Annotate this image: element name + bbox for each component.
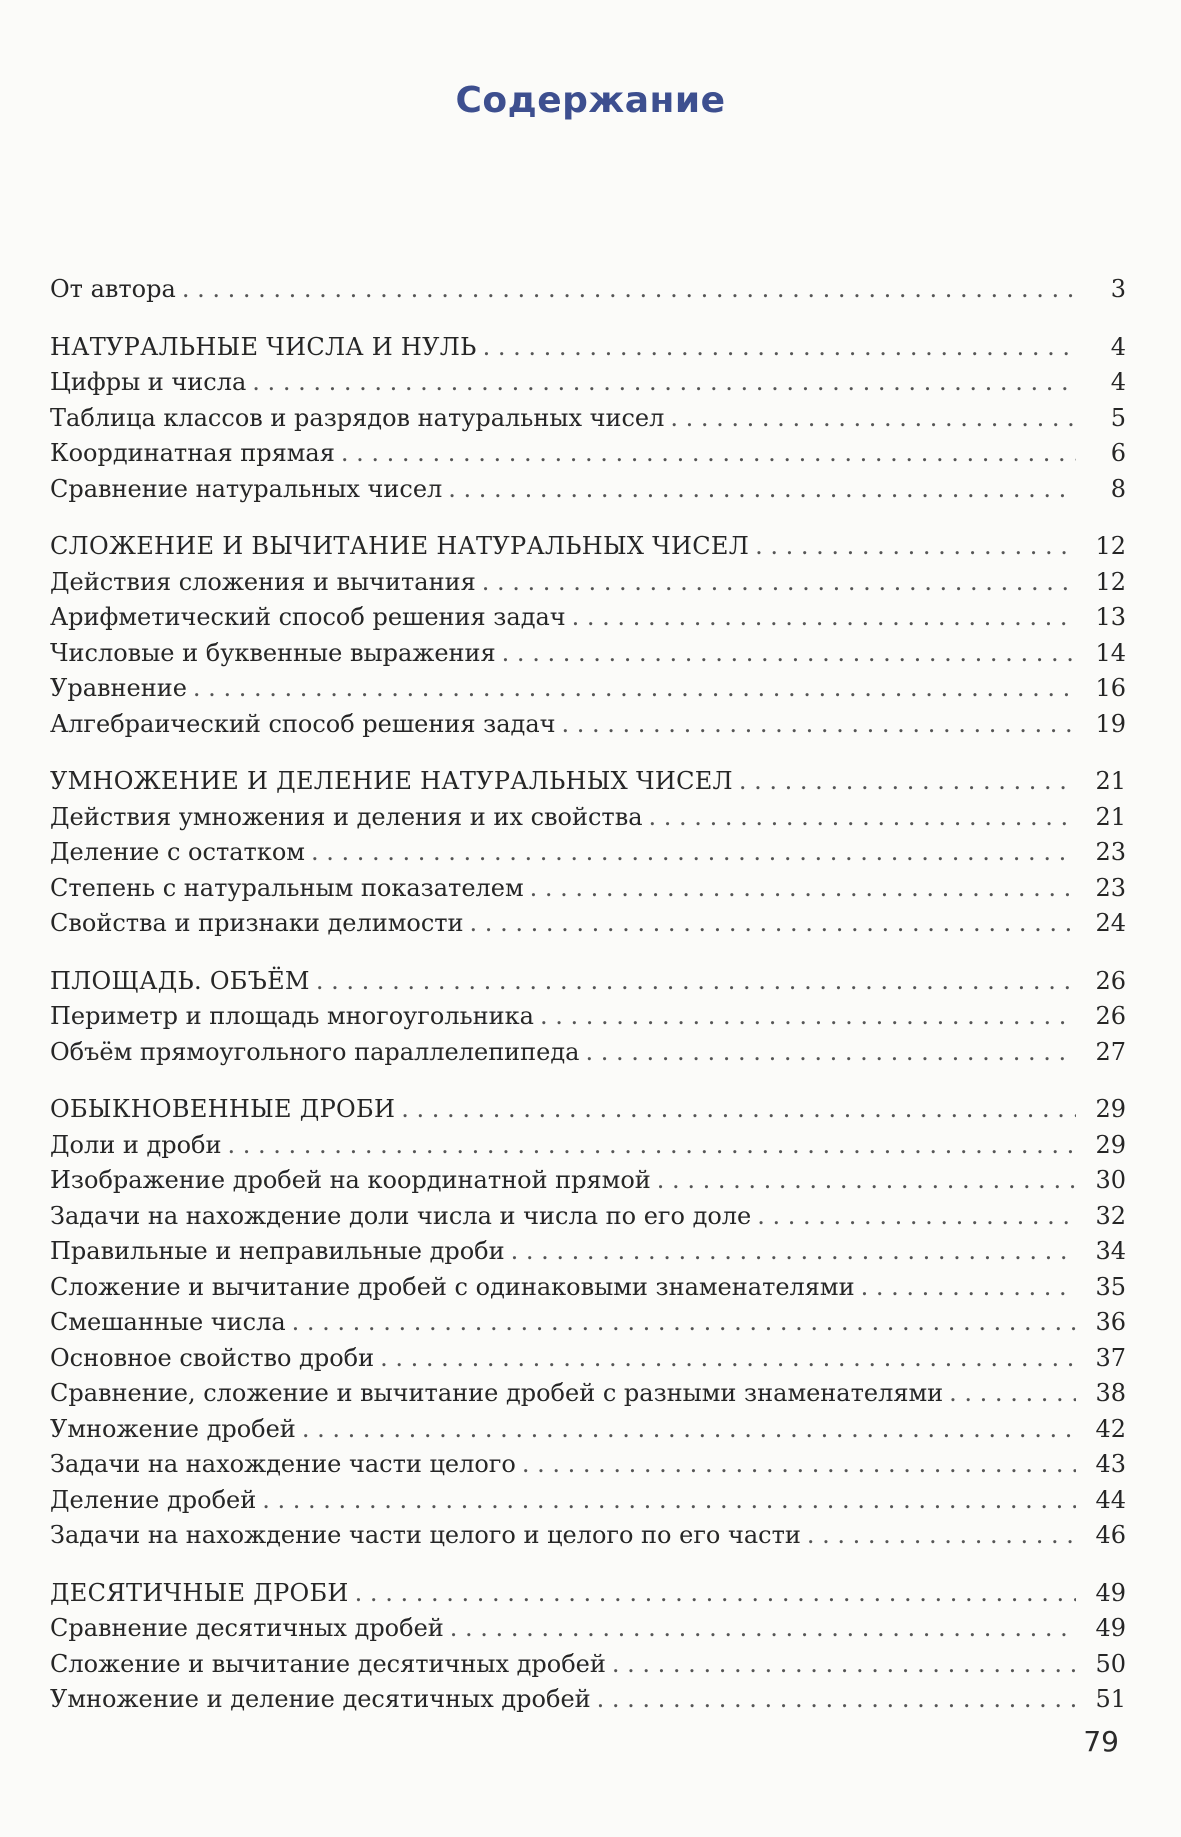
toc-entry-title: Сравнение натуральных чисел: [50, 474, 443, 503]
toc-page-number: 36: [1095, 1308, 1126, 1336]
dot-leader: [597, 1682, 1076, 1718]
toc-entry-title: Сложение и вычитание десятичных дробей: [50, 1649, 606, 1678]
toc-page-number: 13: [1095, 603, 1126, 631]
toc-page-number: 8: [1110, 474, 1126, 503]
dot-leader: [448, 472, 1076, 508]
toc-entry-row: [50, 871, 1126, 907]
dot-leader: [470, 906, 1076, 942]
toc-entry-row: [50, 1128, 1126, 1164]
dot-leader: [572, 600, 1076, 636]
toc-entry-row: [50, 565, 1126, 601]
toc-entry-row: [50, 472, 1126, 508]
toc-entry-title: Основное свойство дроби: [50, 1343, 375, 1372]
toc-entry-title: Сравнение, сложение и вычитание дробей с разными знаменателями: [50, 1379, 944, 1407]
toc-entry-title: Координатная прямая: [50, 439, 335, 467]
toc-page-number: 30: [1095, 1166, 1126, 1194]
page-title: Содержание: [455, 80, 726, 121]
dot-leader: [262, 1483, 1076, 1519]
dot-leader: [341, 436, 1076, 472]
toc-entry-title: Умножение и деление десятичных дробей: [50, 1685, 591, 1713]
toc-entry-row: [50, 906, 1126, 942]
toc-page-number: 49: [1095, 1578, 1126, 1607]
toc-page-number: 51: [1095, 1685, 1126, 1713]
toc-entry-row: [50, 999, 1126, 1035]
toc-entry-title: Изображение дробей на координатной прямой: [50, 1166, 651, 1194]
toc-page-number: 29: [1095, 1130, 1126, 1159]
dot-leader: [649, 800, 1076, 836]
dot-leader: [540, 999, 1076, 1035]
dot-leader: [612, 1647, 1076, 1683]
dot-leader: [311, 835, 1076, 871]
dot-leader: [380, 1341, 1076, 1377]
toc-entry-row: [50, 1035, 1126, 1071]
toc-entry-row: [50, 1412, 1126, 1448]
dot-leader: [483, 330, 1076, 366]
toc-section-row: [50, 330, 1126, 366]
toc-entry-title: Объём прямоугольного параллелепипеда: [50, 1037, 580, 1066]
toc-entry-row: [50, 600, 1126, 636]
dot-leader: [861, 1270, 1076, 1306]
toc-section-title: УМНОЖЕНИЕ И ДЕЛЕНИЕ НАТУРАЛЬНЫХ ЧИСЕЛ: [50, 767, 733, 795]
toc-page-number: 4: [1110, 332, 1126, 361]
dot-leader: [522, 1447, 1076, 1483]
toc-page-number: 26: [1095, 1002, 1126, 1030]
toc-entry-title: Уравнение: [50, 674, 187, 702]
toc-page-number: 3: [1110, 275, 1126, 303]
toc-page-number: 29: [1095, 1095, 1126, 1123]
toc-entry-row: [50, 436, 1126, 472]
toc-page-number: 38: [1095, 1379, 1126, 1407]
toc-entry-title: Действия умножения и деления и их свойства: [50, 802, 643, 831]
toc-entry-title: Арифметический способ решения задач: [50, 603, 566, 631]
toc-entry-title: Правильные и неправильные дроби: [50, 1237, 505, 1265]
toc-page-number: 19: [1095, 709, 1126, 738]
toc-page-number: 49: [1095, 1614, 1126, 1642]
toc-page-number: 35: [1095, 1272, 1126, 1301]
dot-leader: [355, 1576, 1076, 1612]
toc-entry-row: [50, 1447, 1126, 1483]
toc-entry-title: Свойства и признаки делимости: [50, 909, 464, 937]
toc-entry-row: [50, 1305, 1126, 1341]
toc-entry-row: [50, 1483, 1126, 1519]
toc-entry-title: Сложение и вычитание дробей с одинаковыми знаменателями: [50, 1272, 855, 1301]
toc-entry-title: Таблица классов и разрядов натуральных чисел: [50, 403, 665, 432]
toc-page-number: 32: [1095, 1201, 1126, 1230]
toc-page-number: 37: [1095, 1343, 1126, 1372]
toc-page-number: 24: [1095, 909, 1126, 937]
dot-leader: [302, 1412, 1076, 1448]
table-of-contents: [50, 272, 1126, 1718]
toc-entry-row: [50, 707, 1126, 743]
toc-entry-row: [50, 636, 1126, 672]
toc-page-number: 12: [1095, 567, 1126, 596]
toc-section-row: [50, 1092, 1126, 1128]
toc-entry-title: Степень с натуральным показателем: [50, 873, 524, 902]
toc-page-number: 14: [1095, 638, 1126, 667]
toc-page-number: 12: [1095, 532, 1126, 560]
toc-section-row: [50, 529, 1126, 565]
toc-page-number: 21: [1095, 802, 1126, 831]
toc-entry-title: Задачи на нахождение части целого: [50, 1450, 516, 1478]
toc-entry-row: [50, 1611, 1126, 1647]
dot-leader: [739, 764, 1076, 800]
dot-leader: [182, 272, 1076, 308]
dot-leader: [657, 1163, 1076, 1199]
toc-entry-row: [50, 835, 1126, 871]
toc-entry-row: [50, 1234, 1126, 1270]
page-number: 79: [1083, 1725, 1119, 1758]
toc-page-number: 27: [1095, 1037, 1126, 1066]
toc-entry-row: [50, 800, 1126, 836]
toc-page-number: 34: [1095, 1237, 1126, 1265]
dot-leader: [585, 1035, 1076, 1071]
toc-entry-title: Доли и дроби: [50, 1130, 222, 1159]
toc-page-number: 42: [1095, 1414, 1126, 1443]
toc-page-number: 23: [1095, 873, 1126, 902]
toc-entry-row: [50, 671, 1126, 707]
toc-section-title: НАТУРАЛЬНЫЕ ЧИСЛА И НУЛЬ: [50, 332, 477, 361]
toc-entry-title: Умножение дробей: [50, 1414, 296, 1443]
toc-page-number: 21: [1095, 767, 1126, 795]
toc-entry-row: [50, 1270, 1126, 1306]
toc-page-number: 4: [1110, 368, 1126, 396]
toc-page-number: 23: [1095, 838, 1126, 866]
toc-section-title: ПЛОЩАДЬ. ОБЪЁМ: [50, 966, 310, 995]
toc-entry-title: Деление дробей: [50, 1485, 257, 1514]
dot-leader: [562, 707, 1077, 743]
toc-entry-row: [50, 365, 1126, 401]
toc-section-row: [50, 964, 1126, 1000]
toc-section-row: [50, 764, 1126, 800]
toc-section-title: СЛОЖЕНИЕ И ВЫЧИТАНИЕ НАТУРАЛЬНЫХ ЧИСЕЛ: [50, 532, 750, 560]
toc-section-title: ОБЫКНОВЕННЫЕ ДРОБИ: [50, 1095, 396, 1123]
toc-entry-title: Периметр и площадь многоугольника: [50, 1002, 534, 1030]
toc-entry-row: [50, 401, 1126, 437]
dot-leader: [949, 1376, 1076, 1412]
dot-leader: [292, 1305, 1076, 1341]
dot-leader: [450, 1611, 1076, 1647]
toc-entry-title: Действия сложения и вычитания: [50, 567, 476, 596]
toc-entry-row: [50, 1341, 1126, 1377]
dot-leader: [316, 964, 1076, 1000]
toc-entry-title: Алгебраический способ решения задач: [50, 709, 556, 738]
toc-page-number: 26: [1095, 966, 1126, 995]
dot-leader: [401, 1092, 1076, 1128]
dot-leader: [228, 1128, 1077, 1164]
toc-entry-title: Деление с остатком: [50, 838, 305, 866]
toc-entry-row: [50, 1682, 1126, 1718]
toc-entry-row: [50, 1199, 1126, 1235]
toc-entry-row: [50, 1518, 1126, 1554]
dot-leader: [530, 871, 1076, 907]
toc-entry-title: Смешанные числа: [50, 1308, 286, 1336]
toc-entry-title: Задачи на нахождение доли числа и числа по его доле: [50, 1201, 752, 1230]
toc-page-number: 43: [1095, 1450, 1126, 1478]
toc-section-row: [50, 1576, 1126, 1612]
toc-entry-row: [50, 272, 1126, 308]
dot-leader: [757, 1199, 1076, 1235]
toc-entry-title: Задачи на нахождение части целого и целого по его части: [50, 1521, 801, 1549]
toc-page-number: 16: [1095, 674, 1126, 702]
dot-leader: [482, 565, 1076, 601]
toc-section-title: ДЕСЯТИЧНЫЕ ДРОБИ: [50, 1578, 349, 1607]
dot-leader: [193, 671, 1076, 707]
dot-leader: [670, 401, 1076, 437]
toc-entry-row: [50, 1376, 1126, 1412]
dot-leader: [755, 529, 1076, 565]
dot-leader: [252, 365, 1076, 401]
toc-entry-row: [50, 1647, 1126, 1683]
toc-entry-title: Сравнение десятичных дробей: [50, 1614, 444, 1642]
toc-page-number: 50: [1095, 1649, 1126, 1678]
toc-entry-title: Числовые и буквенные выражения: [50, 638, 496, 667]
toc-entry-row: [50, 1163, 1126, 1199]
toc-entry-title: Цифры и числа: [50, 368, 247, 396]
toc-page-number: 46: [1095, 1521, 1126, 1549]
dot-leader: [502, 636, 1076, 672]
dot-leader: [511, 1234, 1076, 1270]
toc-entry-title: От автора: [50, 275, 176, 303]
dot-leader: [807, 1518, 1076, 1554]
toc-page-number: 44: [1095, 1485, 1126, 1514]
toc-page-number: 6: [1110, 439, 1126, 467]
toc-page-number: 5: [1110, 403, 1126, 432]
